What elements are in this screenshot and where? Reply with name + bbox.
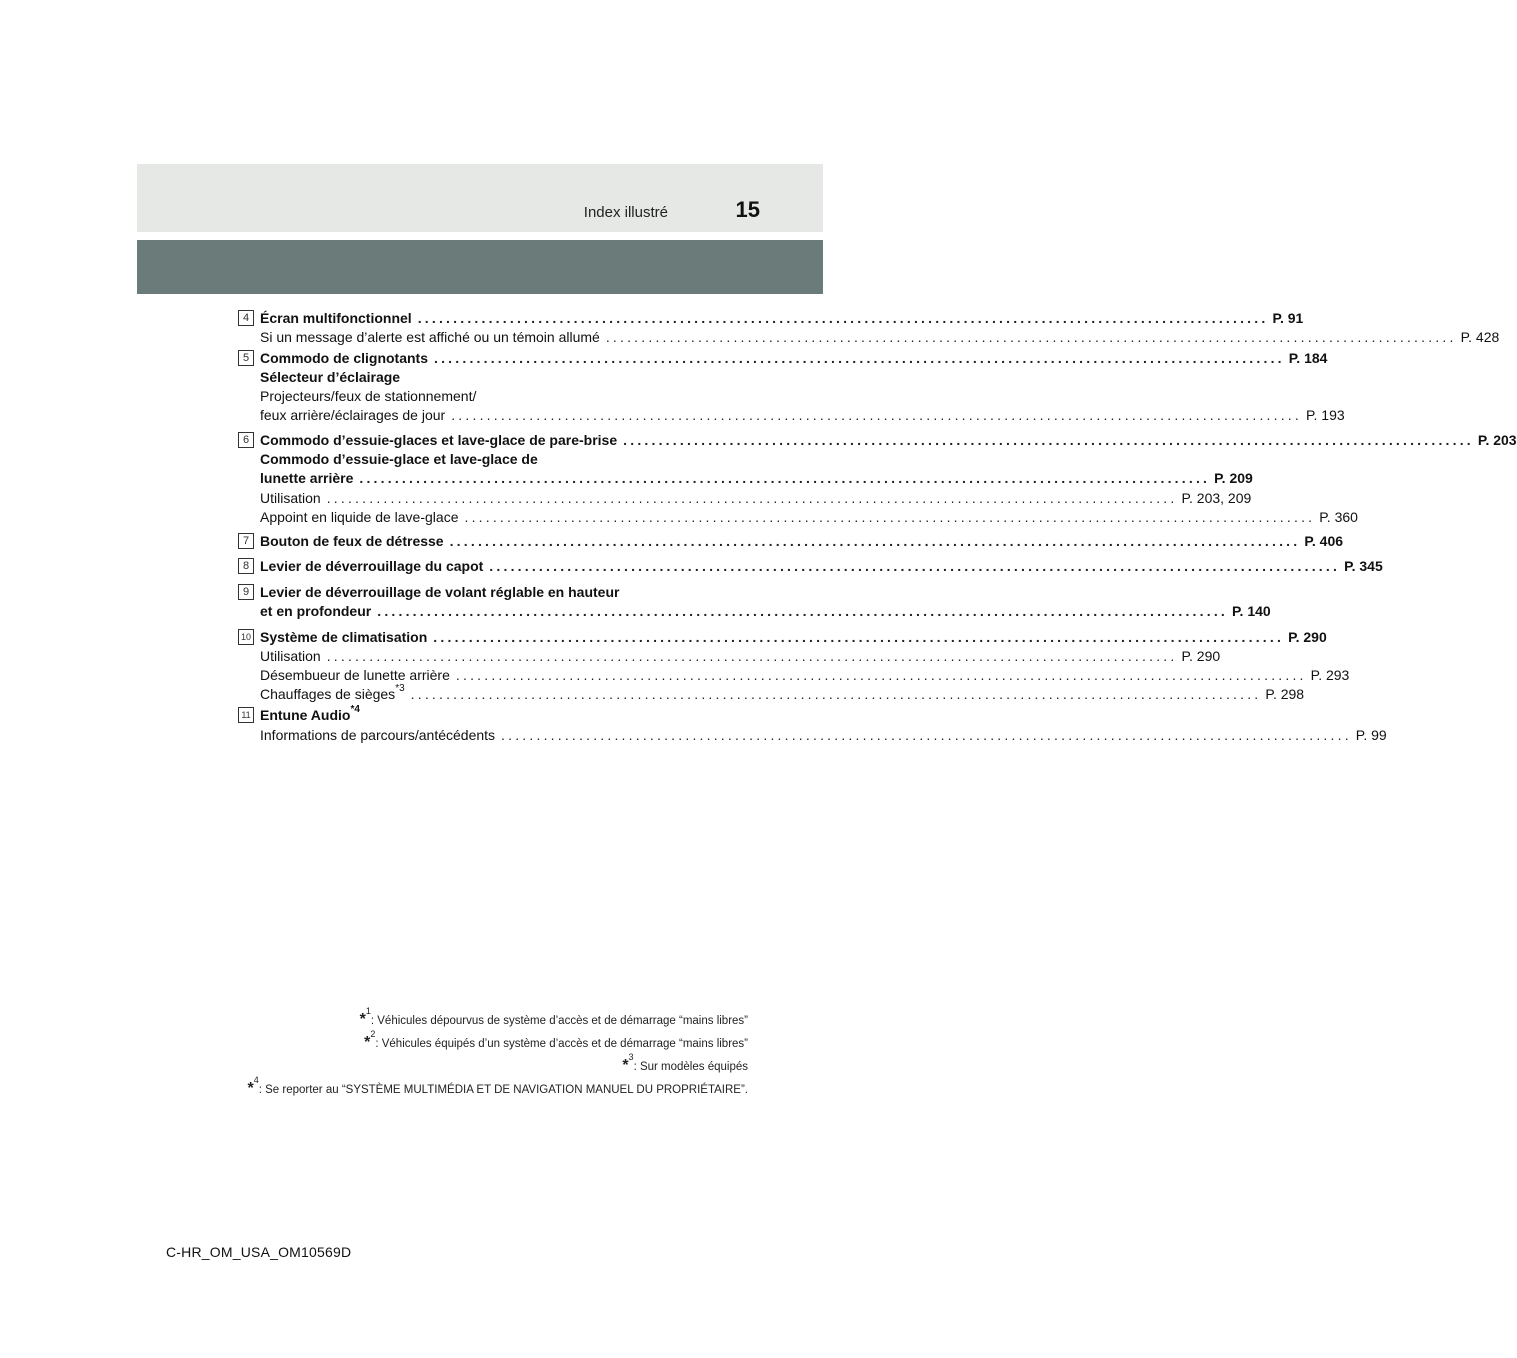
index-line-text: Chauffages de sièges$^{*3}$ bbox=[260, 683, 405, 702]
dot-leader: ........................................................................................................................ bbox=[605, 329, 1457, 345]
document-code: C-HR_OM_USA_OM10569D bbox=[166, 1244, 352, 1260]
dot-leader: ........................................................................................................................ bbox=[449, 533, 1301, 549]
page-reference: P. 293 bbox=[1310, 667, 1350, 683]
index-line bbox=[260, 583, 722, 601]
index-line-text: Commodo d’essuie-glaces et lave-glace de pare-brise bbox=[260, 432, 618, 448]
page-number: 15 bbox=[735, 197, 760, 222]
index-line-text: Informations de parcours/antécédents bbox=[260, 727, 496, 743]
page-reference: P. 184 bbox=[1288, 350, 1328, 366]
section-title: Index illustré bbox=[583, 204, 668, 221]
index-line-text: et en profondeur bbox=[260, 603, 372, 619]
dot-leader: ........................................................................................................................ bbox=[410, 686, 1262, 702]
index-line-text: Si un message d’alerte est affiché ou un témoin allumé bbox=[260, 329, 600, 345]
index-line bbox=[260, 431, 1517, 449]
footnote: *$^3$: Sur modèles équipés bbox=[622, 1052, 748, 1074]
footnote: *$^4$: Se reporter au “SYSTÈME MULTIMÉDIA ET DE NAVIGATION MANUEL DU PROPRIÉTAIRE”. bbox=[247, 1075, 748, 1097]
page-reference: P. 99 bbox=[1355, 727, 1387, 743]
index-line bbox=[260, 557, 1383, 575]
index-line bbox=[260, 683, 1305, 703]
page-reference: P. 209 bbox=[1214, 470, 1253, 486]
index-line-text: Utilisation bbox=[260, 490, 321, 506]
index-line bbox=[260, 628, 1327, 646]
page-reference: P. 345 bbox=[1344, 558, 1383, 574]
callout-number-icon: 7 bbox=[238, 533, 254, 549]
index-line-text: Sélecteur d’éclairage bbox=[260, 369, 401, 385]
index-line-text: Levier de déverrouillage du capot bbox=[260, 558, 484, 574]
header-dark-band bbox=[137, 240, 823, 294]
index-line bbox=[260, 726, 1387, 744]
callout-number-icon: 9 bbox=[238, 584, 254, 600]
page-reference: P. 360 bbox=[1319, 509, 1358, 525]
index-line-text: Utilisation bbox=[260, 648, 321, 664]
page-reference: P. 406 bbox=[1304, 533, 1344, 549]
page-reference: P. 140 bbox=[1232, 603, 1271, 619]
index-line-text: Appoint en liquide de lave-glace bbox=[260, 509, 459, 525]
index-line bbox=[260, 309, 1304, 327]
footnote-ref: *4 bbox=[350, 704, 360, 716]
page-reference: P. 203, 209 bbox=[1181, 490, 1252, 506]
page-reference: P. 290 bbox=[1181, 648, 1221, 664]
index-line-text: lunette arrière bbox=[260, 470, 354, 486]
dot-leader: ........................................................................................................................ bbox=[464, 509, 1316, 525]
dot-leader: ........................................................................................................................ bbox=[623, 432, 1474, 448]
index-line-text: Entune Audio$^{*4}$ bbox=[260, 704, 360, 723]
dot-leader: ........................................................................................................................ bbox=[326, 490, 1178, 506]
index-line bbox=[260, 706, 722, 724]
callout-number-icon: 6 bbox=[238, 432, 254, 448]
page-reference: P. 298 bbox=[1265, 686, 1305, 702]
index-line-text: Levier de déverrouillage de volant réglable en hauteur bbox=[260, 584, 620, 600]
footnotes bbox=[228, 1006, 748, 1103]
page-reference: P. 193 bbox=[1305, 407, 1345, 423]
footnote: *$^2$: Véhicules équipés d’un système d’accès et de démarrage “mains libres” bbox=[364, 1029, 748, 1051]
index-line bbox=[260, 508, 1358, 526]
dot-leader: ........................................................................................................................ bbox=[501, 727, 1352, 743]
dot-leader: ........................................................................................................................ bbox=[359, 470, 1211, 486]
page-reference: P. 91 bbox=[1272, 310, 1304, 326]
index-line-text: Bouton de feux de détresse bbox=[260, 533, 444, 549]
dot-leader: ........................................................................................................................ bbox=[455, 667, 1307, 683]
index-line-text: Désembueur de lunette arrière bbox=[260, 667, 450, 683]
footnote-ref: *3 bbox=[395, 683, 405, 695]
callout-number-icon: 8 bbox=[238, 558, 254, 574]
index-line bbox=[260, 328, 1500, 346]
index-line bbox=[260, 387, 722, 405]
index-line bbox=[260, 368, 722, 386]
footnote: *$^1$: Véhicules dépourvus de système d’accès et de démarrage “mains libres” bbox=[359, 1006, 748, 1028]
index-line bbox=[260, 666, 1350, 684]
header-band bbox=[137, 164, 823, 232]
index-line bbox=[260, 469, 1253, 487]
index-line-text: Système de climatisation bbox=[260, 629, 428, 645]
index-line-text: feux arrière/éclairages de jour bbox=[260, 407, 446, 423]
dot-leader: ........................................................................................................................ bbox=[417, 310, 1269, 326]
callout-number-icon: 5 bbox=[238, 350, 254, 366]
dot-leader: ........................................................................................................................ bbox=[326, 648, 1178, 664]
index-line-text: Écran multifonctionnel bbox=[260, 310, 412, 326]
callout-number-icon: 4 bbox=[238, 310, 254, 326]
dot-leader: ........................................................................................................................ bbox=[433, 629, 1285, 645]
index-line bbox=[260, 406, 1345, 424]
dot-leader: ........................................................................................................................ bbox=[377, 603, 1228, 619]
index-line bbox=[260, 602, 1271, 620]
index-line bbox=[260, 450, 722, 468]
index-line-text: Projecteurs/feux de stationnement/ bbox=[260, 388, 477, 404]
index-line-text: Commodo de clignotants bbox=[260, 350, 428, 366]
dot-leader: ........................................................................................................................ bbox=[451, 407, 1302, 423]
page-reference: P. 428 bbox=[1460, 329, 1500, 345]
dot-leader: ........................................................................................................................ bbox=[434, 350, 1285, 366]
index-line bbox=[260, 532, 1344, 550]
index-line bbox=[260, 489, 1252, 507]
callout-number-icon: 11 bbox=[238, 707, 254, 723]
page-reference: P. 290 bbox=[1288, 629, 1327, 645]
index-line-text: Commodo d’essuie-glace et lave-glace de bbox=[260, 451, 538, 467]
index-line bbox=[260, 349, 1328, 367]
page-reference: P. 203 bbox=[1477, 432, 1517, 448]
index-line bbox=[260, 647, 1221, 665]
dot-leader: ........................................................................................................................ bbox=[489, 558, 1341, 574]
callout-number-icon: 10 bbox=[238, 629, 254, 645]
